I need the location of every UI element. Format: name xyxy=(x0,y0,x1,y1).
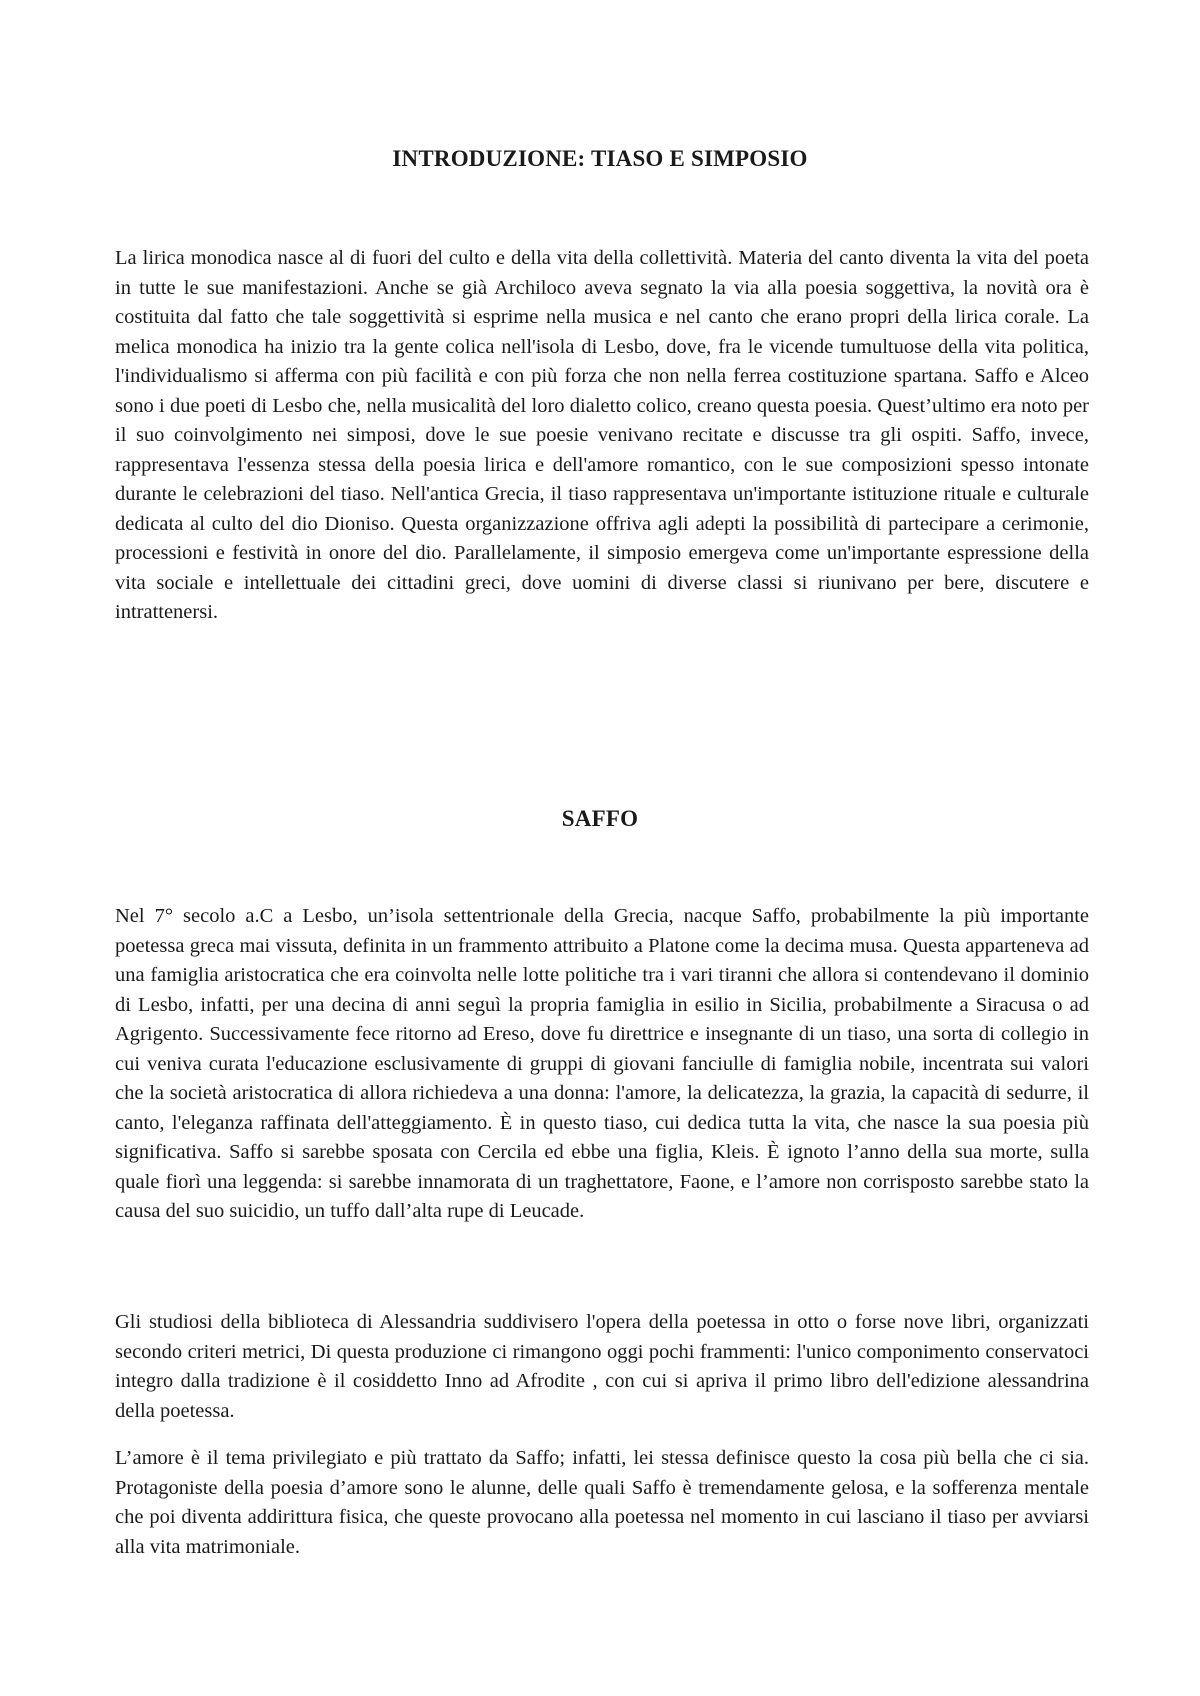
paragraph-introduzione: La lirica monodica nasce al di fuori del culto e della vita della collettività. Materia del canto diventa la vita del poeta in tutte le sue manifestazioni. Anche se già Archiloco aveva segnato la via alla poesia soggettiva, la novità ora è costituita dal fatto che tale soggettività si esprime nella musica e nel canto che erano propri della lirica corale. La melica monodica ha inizio tra la gente colica nell'isola di Lesbo, dove, fra le vicende tumultuose della vita politica, l'individualismo si afferma con più facilità e con più forza che non nella ferrea costituzione spartana. Saffo e Alceo sono i due poeti di Lesbo che, nella musicalità del loro dialetto colico, creano questa poesia. Quest’ultimo era noto per il suo coinvolgimento nei simposi, dove le sue poesie venivano recitate e discusse tra gli ospiti. Saffo, invece, rappresentava l'essenza stessa della poesia lirica e dell'amore romantico, con le sue composizioni spesso intonate durante le celebrazioni del tiaso. Nell'antica Grecia, il tiaso rappresentava un'importante istituzione rituale e culturale dedicata al culto del dio Dioniso. Questa organizzazione offriva agli adepti la possibilità di partecipare a cerimonie, processioni e festività in onore del dio. Parallelamente, il simposio emergeva come un'importante espressione della vita sociale e intellettuale dei cittadini greci, dove uomini di diverse classi si riunivano per bere, discutere e intrattenersi. xyxy=(115,247,1089,623)
paragraph-saffo-amore: L’amore è il tema privilegiato e più trattato da Saffo; infatti, lei stessa definisce questo la cosa più bella che ci sia. Protagoniste della poesia d’amore sono le alunne, delle quali Saffo è tremendamente gelosa, e la sofferenza mentale che poi diventa addirittura fisica, che queste provocano alla poetessa nel momento in cui lasciano il tiaso per avviarsi alla vita matrimoniale. xyxy=(115,1447,1089,1558)
paragraph-saffo-biografia: Nel 7° secolo a.C a Lesbo, un’isola settentrionale della Grecia, nacque Saffo, probabilmente la più importante poetessa greca mai vissuta, definita in un frammento attribuito a Platone come la decima musa. Questa apparteneva ad una famiglia aristocratica che era coinvolta nelle lotte politiche tra i vari tiranni che allora si contendevano il dominio di Lesbo, infatti, per una decina di anni seguì la propria famiglia in esilio in Sicilia, probabilmente a Siracusa o ad Agrigento. Successivamente fece ritorno ad Ereso, dove fu direttrice e insegnante di un tiaso, una sorta di collegio in cui veniva curata l'educazione esclusivamente di gruppi di giovani fanciulle di famiglia nobile, incentrata sui valori che la società aristocratica di allora richiedeva a una donna: l'amore, la delicatezza, la grazia, la capacità di sedurre, il canto, l'eleganza raffinata dell'atteggiamento. È in questo tiaso, cui dedica tutta la vita, che nasce la sua poesia più significativa. Saffo si sarebbe sposata con Cercila ed ebbe una figlia, Kleis. È ignoto l’anno della sua morte, sulla quale fiorì una leggenda: si sarebbe innamorata di un traghettatore, Faone, e l’amore non corrisposto sarebbe stato la causa del suo suicidio, un tuffo dall’alta rupe di Leucade. xyxy=(115,905,1089,1222)
section-title-saffo: SAFFO xyxy=(561,806,639,831)
section-title-introduzione: INTRODUZIONE: TIASO E SIMPOSIO xyxy=(392,146,808,171)
paragraph-saffo-opere: Gli studiosi della biblioteca di Alessandria suddivisero l'opera della poetessa in otto o forse nove libri, organizzati secondo criteri metrici, Di questa produzione ci rimangono oggi pochi frammenti: l'unico componimento conservatoci integro dalla tradizione è il cosiddetto Inno ad Afrodite , con cui si apriva il primo libro dell'edizione alessandrina della poetessa. xyxy=(115,1311,1089,1422)
